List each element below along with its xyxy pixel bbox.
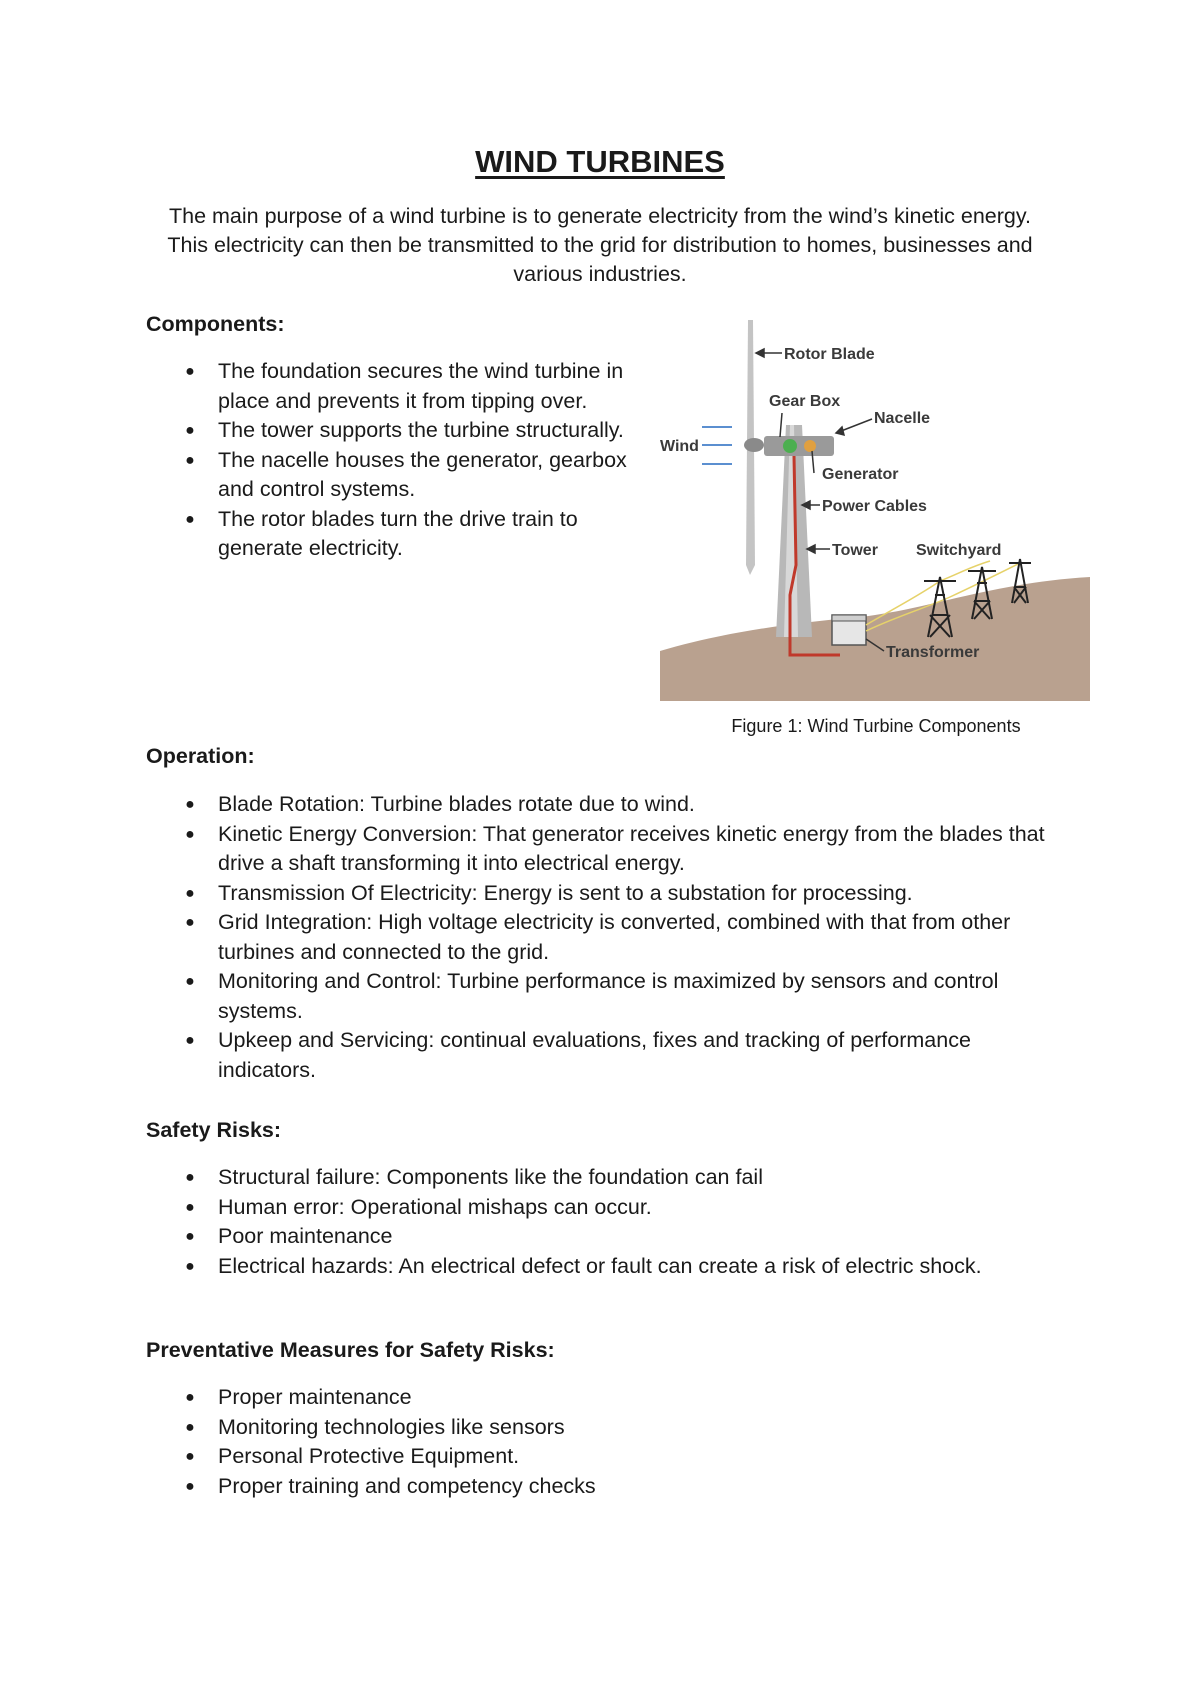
bullet-icon: ● xyxy=(185,1477,195,1495)
list-item: ● Proper training and competency checks xyxy=(184,1472,1064,1502)
arrow-icon xyxy=(836,427,844,435)
wind-arrow-icon xyxy=(702,427,732,464)
bullet-icon: ● xyxy=(185,1389,195,1406)
components-list xyxy=(184,357,644,564)
label-gear-box: Gear Box xyxy=(769,393,841,410)
list-item: ● Monitoring technologies like sensors xyxy=(184,1413,1064,1443)
bullet-icon: ● xyxy=(185,1198,195,1216)
components-heading: Components: xyxy=(146,312,285,336)
bullet-icon: ● xyxy=(185,973,195,990)
label-nacelle: Nacelle xyxy=(874,410,931,427)
hub-shape xyxy=(744,438,764,452)
list-item: ● Proper maintenance xyxy=(184,1383,1064,1413)
list-item: ● Structural failure: Components like the foundation can fail xyxy=(184,1163,1064,1193)
bullet-icon: ● xyxy=(185,1418,195,1436)
bullet-icon: ● xyxy=(185,510,195,528)
operation-list xyxy=(184,790,1064,1085)
nacelle-shape xyxy=(764,436,834,456)
bullet-icon: ● xyxy=(185,363,195,380)
list-item: ● Kinetic Energy Conversion: That generator receives kinetic energy from the blades that drive a shaft transforming it into electrical energy. xyxy=(185,821,1045,875)
arrow-icon xyxy=(756,349,764,357)
list-item: ● Poor maintenance xyxy=(184,1222,1064,1252)
bullet-icon: ● xyxy=(185,914,195,931)
ground-shape xyxy=(660,577,1090,701)
list-item: ● The nacelle houses the generator, gearbox and control systems. xyxy=(185,447,627,501)
bullet-icon: ● xyxy=(185,1032,195,1049)
wind-turbine-diagram xyxy=(660,315,1090,701)
bullet-icon: ● xyxy=(185,1257,195,1275)
bullet-icon: ● xyxy=(185,796,195,813)
bullet-icon: ● xyxy=(185,884,195,902)
label-power-cables: Power Cables xyxy=(822,498,927,515)
intro-paragraph: The main purpose of a wind turbine is to generate electricity from the wind’s kinetic energy. This electricity can then be transmitted to the grid for distribution to homes, businesses and various industries. xyxy=(167,204,1033,286)
label-transformer: Transformer xyxy=(886,644,980,661)
list-item: ● Transmission Of Electricity: Energy is sent to a substation for processing. xyxy=(184,879,1064,909)
label-generator: Generator xyxy=(822,466,899,483)
bullet-icon: ● xyxy=(185,1169,195,1186)
operation-heading: Operation: xyxy=(146,744,255,768)
list-item: ● The rotor blades turn the drive train to generate electricity. xyxy=(185,506,578,560)
generator-shape xyxy=(804,440,816,452)
bullet-icon: ● xyxy=(185,825,195,843)
bullet-icon: ● xyxy=(185,1228,195,1245)
list-item: ● Grid Integration: High voltage electricity is converted, combined with that from other turbines and connected to the grid. xyxy=(185,910,1011,964)
list-item: ● Personal Protective Equipment. xyxy=(184,1442,1064,1472)
arrow-icon xyxy=(807,545,815,553)
label-switchyard: Switchyard xyxy=(916,542,1002,559)
list-item: ● The foundation secures the wind turbine in place and prevents it from tipping over. xyxy=(185,359,624,413)
list-item: ● Blade Rotation: Turbine blades rotate due to wind. xyxy=(184,790,1064,820)
list-item: ● Human error: Operational mishaps can occur. xyxy=(184,1193,1064,1223)
bullet-icon: ● xyxy=(185,1448,195,1465)
list-item: ● Monitoring and Control: Turbine performance is maximized by sensors and control systems. xyxy=(185,969,999,1023)
gearbox-shape xyxy=(783,439,797,453)
list-item: ● The tower supports the turbine structurally. xyxy=(184,416,644,446)
bullet-icon: ● xyxy=(185,451,195,469)
list-item: ● Upkeep and Servicing: continual evaluations, fixes and tracking of performance indicators. xyxy=(185,1028,971,1082)
label-rotor-blade: Rotor Blade xyxy=(784,346,875,363)
safety-risks-heading: Safety Risks: xyxy=(146,1118,282,1142)
list-item: ● Electrical hazards: An electrical defect or fault can create a risk of electric shock. xyxy=(184,1252,1064,1282)
preventative-measures-list xyxy=(184,1383,1064,1501)
label-wind: Wind xyxy=(660,438,699,455)
safety-risks-list xyxy=(184,1163,1064,1281)
figure-caption: Figure 1: Wind Turbine Components xyxy=(731,716,1021,736)
label-tower: Tower xyxy=(832,542,878,559)
pylon-icon xyxy=(1009,559,1031,603)
document-title: WIND TURBINES xyxy=(475,144,725,179)
bullet-icon: ● xyxy=(185,422,195,439)
preventative-measures-heading: Preventative Measures for Safety Risks: xyxy=(146,1338,555,1362)
